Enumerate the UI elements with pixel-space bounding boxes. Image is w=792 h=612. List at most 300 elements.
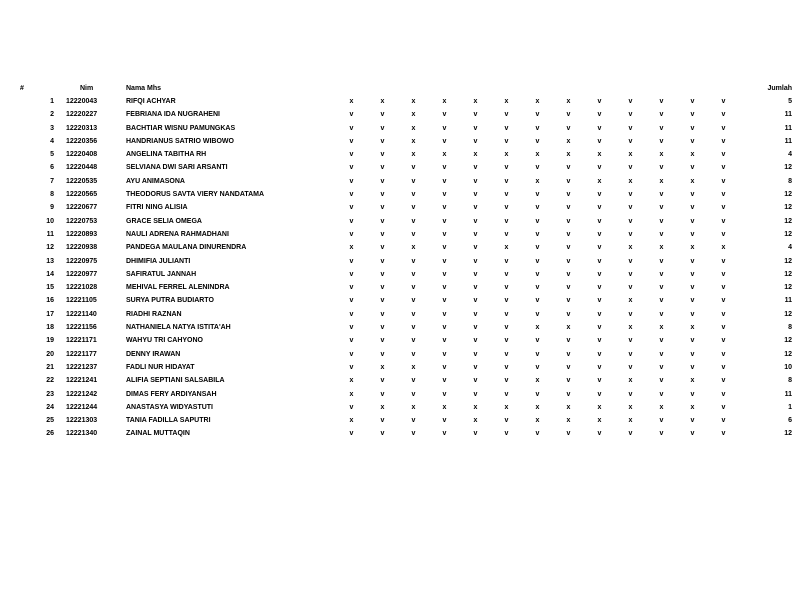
- attendance-mark: v: [628, 257, 633, 265]
- attendance-mark: v: [504, 191, 509, 199]
- attendance-mark: v: [349, 204, 354, 212]
- attendance-mark: x: [535, 403, 540, 411]
- attendance-mark: v: [628, 284, 633, 292]
- row-jumlah: 12: [784, 284, 792, 292]
- attendance-mark: v: [473, 377, 478, 385]
- attendance-mark: v: [690, 417, 695, 425]
- attendance-table: [14, 83, 792, 441]
- row-number: 19: [46, 337, 54, 345]
- attendance-mark: v: [535, 390, 540, 398]
- table-row: [14, 294, 792, 307]
- attendance-mark: v: [349, 403, 354, 411]
- row-nama: SURYA PUTRA BUDIARTO: [126, 297, 214, 305]
- attendance-mark: v: [411, 204, 416, 212]
- attendance-mark: v: [721, 377, 726, 385]
- row-jumlah: 12: [784, 430, 792, 438]
- attendance-mark: v: [442, 337, 447, 345]
- attendance-mark: v: [628, 204, 633, 212]
- attendance-mark: v: [442, 257, 447, 265]
- row-nama: PANDEGA MAULANA DINURENDRA: [126, 244, 247, 252]
- attendance-mark: v: [721, 191, 726, 199]
- attendance-mark: v: [690, 310, 695, 318]
- row-nama: HANDRIANUS SATRIO WIBOWO: [126, 137, 234, 145]
- attendance-mark: v: [411, 377, 416, 385]
- attendance-mark: v: [659, 230, 664, 238]
- attendance-mark: v: [411, 191, 416, 199]
- attendance-mark: v: [442, 191, 447, 199]
- row-nama: ZAINAL MUTTAQIN: [126, 430, 190, 438]
- attendance-mark: x: [349, 417, 354, 425]
- attendance-mark: x: [535, 324, 540, 332]
- row-nama: ANASTASYA WIDYASTUTI: [126, 403, 213, 411]
- row-nim: 12220356: [66, 137, 98, 145]
- attendance-mark: v: [597, 230, 602, 238]
- attendance-mark: v: [597, 257, 602, 265]
- attendance-mark: v: [690, 111, 695, 119]
- row-nim: 12221244: [66, 403, 98, 411]
- attendance-mark: v: [721, 310, 726, 318]
- attendance-mark: v: [380, 111, 385, 119]
- attendance-mark: x: [442, 98, 447, 105]
- row-jumlah: 4: [788, 151, 792, 159]
- attendance-mark: v: [566, 310, 571, 318]
- attendance-mark: v: [349, 270, 354, 278]
- attendance-mark: v: [442, 390, 447, 398]
- row-nim: 12220535: [66, 177, 98, 185]
- row-nama: DIMAS FERY ARDIYANSAH: [126, 390, 217, 398]
- attendance-mark: v: [659, 377, 664, 385]
- attendance-mark: v: [442, 164, 447, 172]
- attendance-mark: v: [442, 177, 447, 185]
- row-number: 18: [46, 324, 54, 332]
- attendance-mark: x: [566, 151, 571, 159]
- attendance-mark: v: [349, 324, 354, 332]
- attendance-mark: x: [628, 151, 633, 159]
- row-jumlah: 12: [784, 350, 792, 358]
- attendance-mark: v: [721, 151, 726, 159]
- attendance-mark: v: [721, 177, 726, 185]
- attendance-mark: v: [442, 363, 447, 371]
- attendance-mark: v: [597, 377, 602, 385]
- table-row: [14, 255, 792, 268]
- header-jumlah: Jumlah: [767, 85, 792, 92]
- attendance-mark: v: [659, 310, 664, 318]
- attendance-mark: v: [659, 390, 664, 398]
- attendance-mark: v: [659, 350, 664, 358]
- attendance-mark: v: [659, 204, 664, 212]
- attendance-mark: v: [442, 244, 447, 252]
- row-jumlah: 1: [788, 403, 792, 411]
- attendance-mark: v: [442, 430, 447, 438]
- attendance-mark: v: [721, 337, 726, 345]
- table-row: [14, 388, 792, 401]
- row-nama: ALIFIA SEPTIANI SALSABILA: [126, 377, 225, 385]
- attendance-mark: v: [566, 284, 571, 292]
- attendance-mark: x: [597, 403, 602, 411]
- attendance-mark: v: [535, 257, 540, 265]
- attendance-mark: v: [721, 164, 726, 172]
- header-blank: [460, 83, 491, 95]
- attendance-mark: v: [442, 111, 447, 119]
- attendance-mark: v: [659, 430, 664, 438]
- attendance-mark: v: [411, 284, 416, 292]
- attendance-mark: v: [597, 270, 602, 278]
- attendance-mark: v: [690, 137, 695, 145]
- attendance-mark: v: [380, 417, 385, 425]
- row-jumlah: 12: [784, 310, 792, 318]
- attendance-mark: v: [380, 191, 385, 199]
- attendance-mark: v: [349, 177, 354, 185]
- attendance-mark: v: [566, 430, 571, 438]
- attendance-mark: x: [349, 390, 354, 398]
- row-nama: RIADHI RAZNAN: [126, 310, 182, 318]
- attendance-mark: v: [597, 310, 602, 318]
- row-nama: FEBRIANA IDA NUGRAHENI: [126, 111, 220, 119]
- attendance-mark: v: [504, 417, 509, 425]
- attendance-mark: v: [380, 350, 385, 358]
- attendance-mark: v: [597, 124, 602, 132]
- attendance-mark: v: [411, 297, 416, 305]
- attendance-mark: x: [411, 403, 416, 411]
- attendance-mark: x: [628, 377, 633, 385]
- attendance-mark: v: [566, 377, 571, 385]
- attendance-mark: x: [535, 417, 540, 425]
- attendance-mark: x: [504, 151, 509, 159]
- attendance-mark: v: [628, 124, 633, 132]
- attendance-mark: x: [535, 177, 540, 185]
- row-jumlah: 8: [788, 177, 792, 185]
- attendance-mark: v: [535, 164, 540, 172]
- attendance-mark: v: [597, 390, 602, 398]
- attendance-mark: v: [504, 164, 509, 172]
- row-nim: 12221237: [66, 363, 98, 371]
- row-number: 7: [50, 177, 54, 185]
- attendance-mark: v: [659, 257, 664, 265]
- attendance-mark: v: [380, 217, 385, 225]
- attendance-mark: v: [721, 98, 726, 105]
- attendance-mark: x: [690, 324, 695, 332]
- attendance-mark: v: [566, 337, 571, 345]
- attendance-mark: v: [535, 270, 540, 278]
- attendance-mark: v: [442, 324, 447, 332]
- attendance-mark: v: [411, 324, 416, 332]
- attendance-mark: v: [442, 230, 447, 238]
- attendance-mark: v: [442, 137, 447, 145]
- attendance-mark: v: [721, 217, 726, 225]
- attendance-mark: x: [659, 244, 664, 252]
- attendance-mark: x: [628, 417, 633, 425]
- attendance-mark: x: [659, 403, 664, 411]
- row-nim: 12220938: [66, 244, 98, 252]
- attendance-mark: v: [659, 164, 664, 172]
- attendance-mark: v: [597, 164, 602, 172]
- attendance-mark: v: [473, 324, 478, 332]
- attendance-mark: v: [473, 191, 478, 199]
- row-nim: 12220753: [66, 217, 98, 225]
- attendance-mark: v: [380, 270, 385, 278]
- attendance-mark: x: [473, 151, 478, 159]
- attendance-mark: v: [628, 230, 633, 238]
- attendance-mark: x: [411, 98, 416, 105]
- attendance-mark: v: [597, 111, 602, 119]
- attendance-mark: x: [349, 244, 354, 252]
- attendance-mark: x: [535, 377, 540, 385]
- attendance-mark: v: [597, 284, 602, 292]
- attendance-mark: v: [566, 124, 571, 132]
- attendance-mark: v: [659, 284, 664, 292]
- row-jumlah: 11: [784, 137, 792, 145]
- header-nim: Nim: [80, 85, 94, 92]
- attendance-mark: v: [721, 390, 726, 398]
- row-number: 16: [46, 297, 54, 305]
- row-number: 1: [50, 98, 54, 105]
- attendance-mark: v: [504, 204, 509, 212]
- row-nim: 12220448: [66, 164, 98, 172]
- row-nama: MEHIVAL FERREL ALENINDRA: [126, 284, 230, 292]
- row-jumlah: 4: [788, 244, 792, 252]
- attendance-mark: v: [473, 230, 478, 238]
- attendance-mark: v: [566, 297, 571, 305]
- row-number: 21: [46, 363, 54, 371]
- row-nim: 12221140: [66, 310, 97, 318]
- attendance-mark: x: [411, 363, 416, 371]
- attendance-mark: v: [504, 390, 509, 398]
- attendance-mark: v: [442, 297, 447, 305]
- attendance-mark: v: [349, 111, 354, 119]
- attendance-mark: x: [597, 177, 602, 185]
- attendance-mark: v: [380, 310, 385, 318]
- attendance-mark: v: [535, 337, 540, 345]
- attendance-mark: x: [411, 151, 416, 159]
- row-nama: NATHANIELA NATYA ISTITA'AH: [126, 324, 231, 332]
- attendance-mark: v: [566, 177, 571, 185]
- row-jumlah: 12: [784, 204, 792, 212]
- attendance-mark: v: [690, 204, 695, 212]
- row-nim: 12221303: [66, 417, 98, 425]
- row-number: 14: [46, 270, 54, 278]
- attendance-mark: x: [380, 363, 385, 371]
- attendance-mark: v: [380, 244, 385, 252]
- attendance-mark: v: [690, 217, 695, 225]
- attendance-mark: v: [690, 390, 695, 398]
- attendance-mark: x: [690, 244, 695, 252]
- attendance-mark: v: [566, 111, 571, 119]
- attendance-mark: v: [628, 217, 633, 225]
- attendance-mark: x: [504, 403, 509, 411]
- attendance-mark: v: [473, 217, 478, 225]
- row-nim: 12221171: [66, 337, 97, 345]
- attendance-mark: v: [504, 377, 509, 385]
- attendance-mark: v: [504, 111, 509, 119]
- attendance-mark: v: [721, 124, 726, 132]
- attendance-mark: v: [504, 363, 509, 371]
- attendance-mark: v: [504, 337, 509, 345]
- attendance-mark: x: [442, 151, 447, 159]
- attendance-mark: v: [535, 204, 540, 212]
- attendance-mark: v: [566, 244, 571, 252]
- header-nama: Nama Mhs: [126, 85, 162, 92]
- attendance-mark: v: [690, 337, 695, 345]
- row-jumlah: 12: [784, 270, 792, 278]
- row-nama: SELVIANA DWI SARI ARSANTI: [126, 164, 228, 172]
- attendance-mark: v: [628, 137, 633, 145]
- attendance-mark: v: [473, 164, 478, 172]
- attendance-mark: v: [380, 284, 385, 292]
- attendance-mark: v: [473, 137, 478, 145]
- attendance-mark: v: [473, 350, 478, 358]
- attendance-mark: v: [473, 204, 478, 212]
- attendance-mark: v: [473, 297, 478, 305]
- row-number: 22: [46, 377, 54, 385]
- attendance-mark: v: [535, 124, 540, 132]
- attendance-mark: x: [380, 403, 385, 411]
- attendance-mark: v: [380, 337, 385, 345]
- table-row: [14, 308, 792, 321]
- attendance-mark: v: [690, 164, 695, 172]
- attendance-mark: x: [349, 377, 354, 385]
- attendance-mark: x: [690, 377, 695, 385]
- attendance-mark: v: [473, 430, 478, 438]
- row-jumlah: 12: [784, 230, 792, 238]
- attendance-mark: v: [411, 217, 416, 225]
- attendance-mark: v: [535, 363, 540, 371]
- attendance-mark: x: [628, 177, 633, 185]
- attendance-mark: v: [659, 191, 664, 199]
- table-row: [14, 148, 792, 161]
- table-row: [14, 268, 792, 281]
- attendance-mark: v: [380, 177, 385, 185]
- row-nama: RIFQI ACHYAR: [126, 98, 176, 105]
- row-nama: FADLI NUR HIDAYAT: [126, 363, 195, 371]
- row-nim: 12220313: [66, 124, 98, 132]
- row-nim: 12221177: [66, 350, 97, 358]
- table-row: [14, 401, 792, 414]
- row-nim: 12220977: [66, 270, 98, 278]
- attendance-mark: v: [442, 350, 447, 358]
- table-row: [14, 414, 792, 427]
- attendance-mark: v: [721, 204, 726, 212]
- attendance-mark: x: [721, 244, 726, 252]
- attendance-mark: v: [504, 310, 509, 318]
- attendance-mark: x: [473, 417, 478, 425]
- attendance-mark: v: [566, 230, 571, 238]
- attendance-mark: v: [628, 270, 633, 278]
- attendance-mark: v: [473, 390, 478, 398]
- table-body: [14, 95, 792, 441]
- attendance-mark: v: [690, 257, 695, 265]
- table-row: [14, 374, 792, 387]
- attendance-mark: v: [411, 390, 416, 398]
- table-row: [14, 281, 792, 294]
- attendance-mark: v: [628, 310, 633, 318]
- attendance-mark: v: [473, 310, 478, 318]
- row-jumlah: 8: [788, 377, 792, 385]
- attendance-mark: x: [411, 137, 416, 145]
- attendance-mark: x: [566, 137, 571, 145]
- row-nim: 12220565: [66, 191, 98, 199]
- attendance-mark: v: [597, 297, 602, 305]
- attendance-mark: v: [535, 430, 540, 438]
- row-nim: 12221156: [66, 324, 97, 332]
- attendance-mark: v: [349, 337, 354, 345]
- attendance-mark: v: [535, 350, 540, 358]
- row-jumlah: 8: [788, 324, 792, 332]
- table-row: [14, 215, 792, 228]
- row-nim: 12220893: [66, 230, 98, 238]
- attendance-mark: v: [566, 257, 571, 265]
- table-row: [14, 334, 792, 347]
- header-blank: [677, 83, 708, 95]
- table-row: [14, 348, 792, 361]
- attendance-mark: x: [566, 98, 571, 105]
- attendance-mark: v: [349, 350, 354, 358]
- attendance-mark: v: [504, 324, 509, 332]
- row-number: 11: [46, 230, 54, 238]
- attendance-mark: v: [473, 270, 478, 278]
- attendance-mark: v: [566, 204, 571, 212]
- attendance-mark: v: [411, 270, 416, 278]
- table-row: [14, 108, 792, 121]
- attendance-mark: v: [504, 217, 509, 225]
- table-row: [14, 161, 792, 174]
- row-jumlah: 12: [784, 164, 792, 172]
- attendance-mark: v: [411, 310, 416, 318]
- attendance-mark: v: [597, 137, 602, 145]
- attendance-mark: x: [597, 417, 602, 425]
- attendance-mark: v: [566, 350, 571, 358]
- attendance-mark: v: [628, 363, 633, 371]
- attendance-mark: v: [721, 324, 726, 332]
- row-number: 5: [50, 151, 54, 159]
- row-number: 23: [46, 390, 54, 398]
- attendance-mark: v: [380, 230, 385, 238]
- attendance-mark: v: [690, 124, 695, 132]
- attendance-mark: x: [659, 151, 664, 159]
- attendance-mark: v: [535, 284, 540, 292]
- attendance-mark: x: [380, 98, 385, 105]
- attendance-mark: v: [721, 111, 726, 119]
- attendance-mark: x: [659, 177, 664, 185]
- attendance-mark: v: [442, 284, 447, 292]
- attendance-mark: v: [721, 350, 726, 358]
- header-blank: [429, 83, 460, 95]
- attendance-mark: v: [628, 390, 633, 398]
- attendance-mark: v: [721, 403, 726, 411]
- attendance-mark: x: [504, 98, 509, 105]
- row-jumlah: 11: [784, 390, 792, 398]
- attendance-mark: v: [597, 191, 602, 199]
- attendance-mark: v: [690, 270, 695, 278]
- table-row: [14, 188, 792, 201]
- row-number: 25: [46, 417, 54, 425]
- attendance-mark: v: [659, 98, 664, 105]
- attendance-mark: v: [411, 164, 416, 172]
- attendance-mark: v: [411, 337, 416, 345]
- attendance-mark: v: [411, 230, 416, 238]
- row-nama: ANGELINA TABITHA RH: [126, 151, 207, 159]
- attendance-mark: v: [473, 257, 478, 265]
- attendance-mark: v: [659, 111, 664, 119]
- attendance-mark: v: [380, 137, 385, 145]
- attendance-mark: v: [349, 124, 354, 132]
- row-number: 13: [46, 257, 54, 265]
- row-nama: FITRI NING ALISIA: [126, 204, 188, 212]
- attendance-mark: v: [504, 350, 509, 358]
- attendance-mark: x: [690, 177, 695, 185]
- table-row: [14, 122, 792, 135]
- row-jumlah: 11: [784, 124, 792, 132]
- attendance-mark: v: [721, 284, 726, 292]
